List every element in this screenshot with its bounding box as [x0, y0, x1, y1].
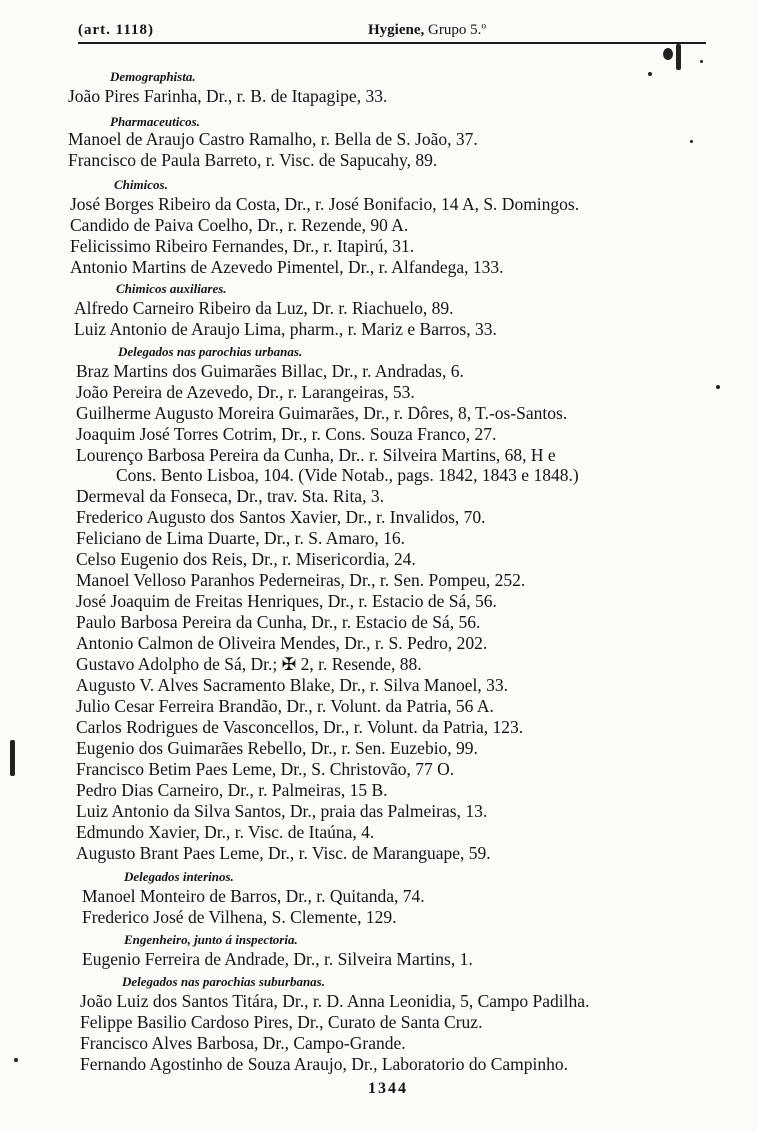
entry: Fernando Agostinho de Souza Araujo, Dr., Laboratorio do Campinho.	[80, 1054, 568, 1074]
entry: Francisco Betim Paes Leme, Dr., S. Christovão, 77 O.	[76, 759, 455, 779]
entry: Manoel Monteiro de Barros, Dr., r. Quitanda, 74.	[82, 886, 425, 906]
section-heading-delegados-interinos: Delegados interinos.	[124, 869, 234, 884]
ink-speck	[648, 72, 652, 76]
section-heading-delegados-urbanas: Delegados nas parochias urbanas.	[118, 344, 303, 359]
running-header	[78, 22, 706, 42]
entry: Gustavo Adolpho de Sá, Dr.; ✠ 2, r. Resende, 88.	[76, 654, 422, 674]
ink-speck	[690, 140, 693, 143]
entry: Eugenio dos Guimarães Rebello, Dr., r. Sen. Euzebio, 99.	[76, 738, 478, 758]
entry: Augusto Brant Paes Leme, Dr., r. Visc. de Maranguape, 59.	[76, 843, 491, 863]
entry: Dermeval da Fonseca, Dr., trav. Sta. Rita, 3.	[76, 486, 384, 506]
entry: João Pereira de Azevedo, Dr., r. Larangeiras, 53.	[76, 382, 415, 402]
entry: Frederico José de Vilhena, S. Clemente, 129.	[82, 907, 397, 927]
entry: José Joaquim de Freitas Henriques, Dr., r. Estacio de Sá, 56.	[76, 591, 497, 611]
entry: Frederico Augusto dos Santos Xavier, Dr., r. Invalidos, 70.	[76, 507, 486, 527]
entry: Antonio Calmon de Oliveira Mendes, Dr., r. S. Pedro, 202.	[76, 633, 488, 653]
entry: Francisco de Paula Barreto, r. Visc. de Sapucahy, 89.	[68, 150, 438, 170]
section-heading-delegados-suburbanas: Delegados nas parochias suburbanas.	[122, 974, 325, 989]
entry: Edmundo Xavier, Dr., r. Visc. de Itaúna, 4.	[76, 822, 375, 842]
entry: Augusto V. Alves Sacramento Blake, Dr., r. Silva Manoel, 33.	[76, 675, 508, 695]
entry: Paulo Barbosa Pereira da Cunha, Dr., r. Estacio de Sá, 56.	[76, 612, 481, 632]
entry: Francisco Alves Barbosa, Dr., Campo-Grande.	[80, 1033, 406, 1053]
section-heading-pharmaceuticos: Pharmaceuticos.	[110, 114, 200, 129]
ink-blot	[676, 44, 681, 70]
section-heading-chimicos: Chimicos.	[114, 177, 168, 192]
section-title-main: Hygiene,	[368, 22, 425, 38]
section-title	[368, 22, 486, 39]
header-rule	[78, 42, 706, 44]
ink-blot	[663, 48, 673, 60]
entry: Guilherme Augusto Moreira Guimarães, Dr., r. Dôres, 8, T.-os-Santos.	[76, 403, 568, 423]
section-heading-demographista: Demographista.	[110, 69, 196, 84]
page-number: 1344	[368, 1080, 408, 1097]
entry: João Pires Farinha, Dr., r. B. de Itapagipe, 33.	[68, 86, 388, 106]
entry: Luiz Antonio da Silva Santos, Dr., praia das Palmeiras, 13.	[76, 801, 488, 821]
entry: João Luiz dos Santos Titára, Dr., r. D. Anna Leonidia, 5, Campo Padilha.	[80, 991, 590, 1011]
ink-speck	[14, 1058, 18, 1062]
entry: Alfredo Carneiro Ribeiro da Luz, Dr. r. Riachuelo, 89.	[74, 298, 454, 318]
entry: José Borges Ribeiro da Costa, Dr., r. José Bonifacio, 14 A, S. Domingos.	[70, 194, 580, 214]
margin-mark	[10, 740, 15, 776]
entry: Celso Eugenio dos Reis, Dr., r. Misericordia, 24.	[76, 549, 416, 569]
entry: Felicissimo Ribeiro Fernandes, Dr., r. Itapirú, 31.	[70, 236, 415, 256]
section-heading-engenheiro: Engenheiro, junto á inspectoria.	[124, 932, 298, 947]
entry: Feliciano de Lima Duarte, Dr., r. S. Amaro, 16.	[76, 528, 406, 548]
article-number: (art. 1118)	[78, 22, 154, 38]
entry: Felippe Basilio Cardoso Pires, Dr., Curato de Santa Cruz.	[80, 1012, 483, 1032]
section-heading-chimicos-auxiliares: Chimicos auxiliares.	[116, 281, 227, 296]
entry: Eugenio Ferreira de Andrade, Dr., r. Silveira Martins, 1.	[82, 949, 473, 969]
entry: Joaquim José Torres Cotrim, Dr., r. Cons. Souza Franco, 27.	[76, 424, 497, 444]
entry: Carlos Rodrigues de Vasconcellos, Dr., r. Volunt. da Patria, 123.	[76, 717, 524, 737]
entry-continuation: Cons. Bento Lisboa, 104. (Vide Notab., pags. 1842, 1843 e 1848.)	[116, 465, 579, 485]
entry: Lourenço Barbosa Pereira da Cunha, Dr.. r. Silveira Martins, 68, H e	[76, 445, 556, 465]
entry: Antonio Martins de Azevedo Pimentel, Dr., r. Alfandega, 133.	[70, 257, 504, 277]
entry: Luiz Antonio de Araujo Lima, pharm., r. Mariz e Barros, 33.	[74, 319, 497, 339]
entry: Julio Cesar Ferreira Brandão, Dr., r. Volunt. da Patria, 56 A.	[76, 696, 494, 716]
entry: Candido de Paiva Coelho, Dr., r. Rezende, 90 A.	[70, 215, 409, 235]
ink-speck	[716, 385, 720, 389]
ink-speck	[700, 60, 703, 63]
section-title-group: Grupo 5.º	[428, 22, 486, 38]
entry: Manoel Velloso Paranhos Pederneiras, Dr., r. Sen. Pompeu, 252.	[76, 570, 526, 590]
entry: Pedro Dias Carneiro, Dr., r. Palmeiras, 15 B.	[76, 780, 388, 800]
entry: Braz Martins dos Guimarães Billac, Dr., r. Andradas, 6.	[76, 361, 464, 381]
entry: Manoel de Araujo Castro Ramalho, r. Bella de S. João, 37.	[68, 129, 478, 149]
